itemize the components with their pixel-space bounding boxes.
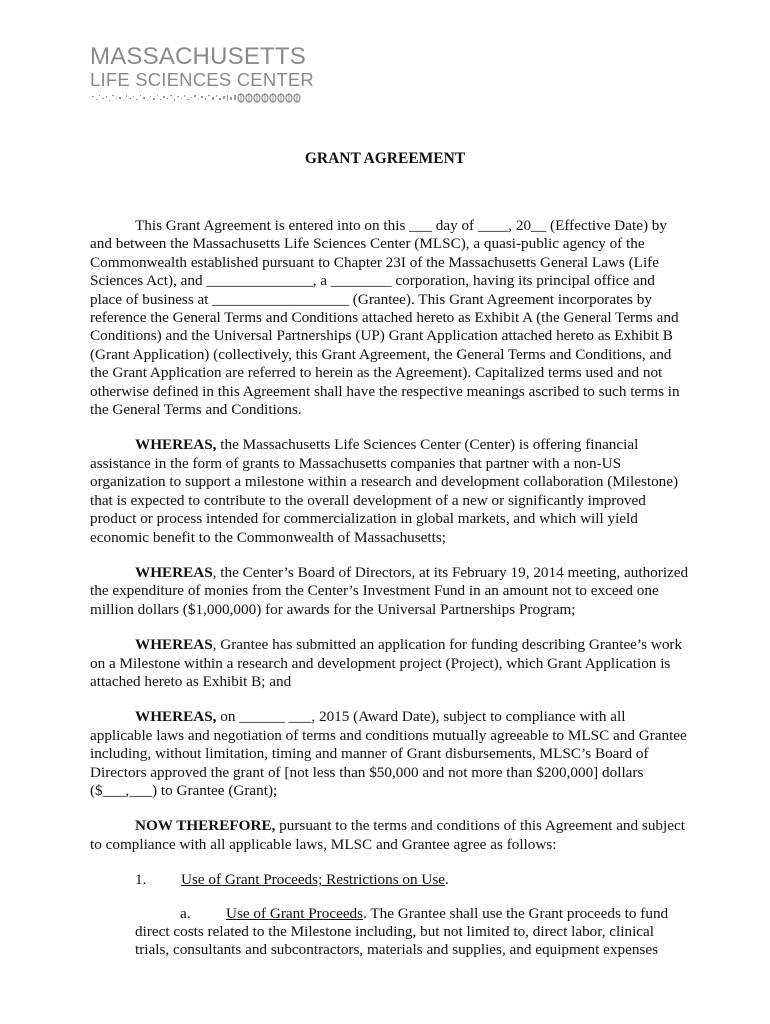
- whereas-paragraph-2: [90, 564, 690, 619]
- subsection-title: Use of Grant Proceeds: [226, 904, 364, 922]
- section-title-period: .: [445, 871, 449, 889]
- whereas-text: on ______ ___, 2015 (Award Date), subject to compliance with all applicable laws and negotiation of terms and conditions mutually agreeable to MLSC and Grantee including, without limitation, timing and manner of Grant disbursements, MLSC’s Board of Directors approved the grant of [not less than $50,000 and not more than $200,000] dollars ($___,___) to Grantee (Grant);: [90, 708, 687, 799]
- logo-title: MASSACHUSETTS: [90, 43, 306, 70]
- whereas-text: , Grantee has submitted an application for funding describing Grantee’s work on a Milestone within a research and development project (Project), which Grant Application is attached hereto as Exhibit B; and: [90, 636, 683, 690]
- intro-paragraph: This Grant Agreement is entered into on this ___ day of ____, 20__ (Effective Date) by and between the Massachusetts Life Sciences Center (MLSC), a quasi-public agency of the Commonwealth established pursuant to Chapter 23I of the Massachusetts General Laws (Life Sciences Act), and ______________, a ________ corporation, having its principal office and place of business at __________________ (Grantee). This Grant Agreement incorporates by reference the General Terms and Conditions attached hereto as Exhibit A (the General Terms and Conditions) and the Universal Partnerships (UP) Grant Application attached hereto as Exhibit B (Grant Application) (collectively, this Grant Agreement, the General Terms and Conditions, and the Grant Application are referred to herein as the Agreement). Capitalized terms used and not otherwise defined in this Agreement shall have the respective meanings ascribed to such terms in the General Terms and Conditions.: [90, 217, 680, 419]
- document-body: [90, 217, 690, 960]
- section-title: Use of Grant Proceeds; Restrictions on Use: [181, 871, 446, 889]
- section-1a-paragraph: [90, 905, 690, 960]
- now-therefore-paragraph: [90, 817, 690, 854]
- document-title: GRANT AGREEMENT: [304, 150, 466, 167]
- logo-subtitle: LIFE SCIENCES CENTER: [90, 69, 314, 90]
- whereas-paragraph-1: [90, 436, 690, 546]
- section-1-heading: [90, 871, 690, 889]
- whereas-lead: WHEREAS,: [135, 708, 217, 726]
- whereas-lead: WHEREAS: [135, 636, 213, 654]
- subsection-text: . The Grantee shall use the Grant proceeds to fund direct costs related to the Milestone including, but not limited to, direct labor, clinical trials, consultants and subcontractors, materials and supplies, and equipment expenses: [135, 904, 669, 959]
- section-number: 1.: [135, 871, 147, 889]
- now-therefore-lead: NOW THEREFORE,: [135, 817, 276, 835]
- whereas-lead: WHEREAS: [135, 563, 213, 581]
- whereas-lead: WHEREAS,: [135, 436, 217, 454]
- dna-strand-icon: [90, 93, 306, 103]
- whereas-paragraph-3: [90, 636, 690, 691]
- subsection-letter: a.: [180, 904, 191, 922]
- whereas-text: , the Center’s Board of Directors, at its February 19, 2014 meeting, authorized the expenditure of monies from the Center’s Investment Fund in an amount not to exceed one million dollars ($1,000,000) for awards for the Universal Partnerships Program;: [90, 563, 689, 618]
- whereas-paragraph-4: [90, 708, 690, 800]
- mlsc-logo: [90, 43, 314, 103]
- now-therefore-text: pursuant to the terms and conditions of this Agreement and subject to compliance with all applicable laws, MLSC and Grantee agree as follows:: [90, 817, 685, 853]
- whereas-text: the Massachusetts Life Sciences Center (Center) is offering financial assistance in the form of grants to Massachusetts companies that partner with a non-US organization to support a milestone within a research and development collaboration (Milestone) that is expected to contribute to the overall development of a new or significantly improved product or process intended for commercialization in global markets, and which will yield economic benefit to the Commonwealth of Massachusetts;: [90, 436, 679, 546]
